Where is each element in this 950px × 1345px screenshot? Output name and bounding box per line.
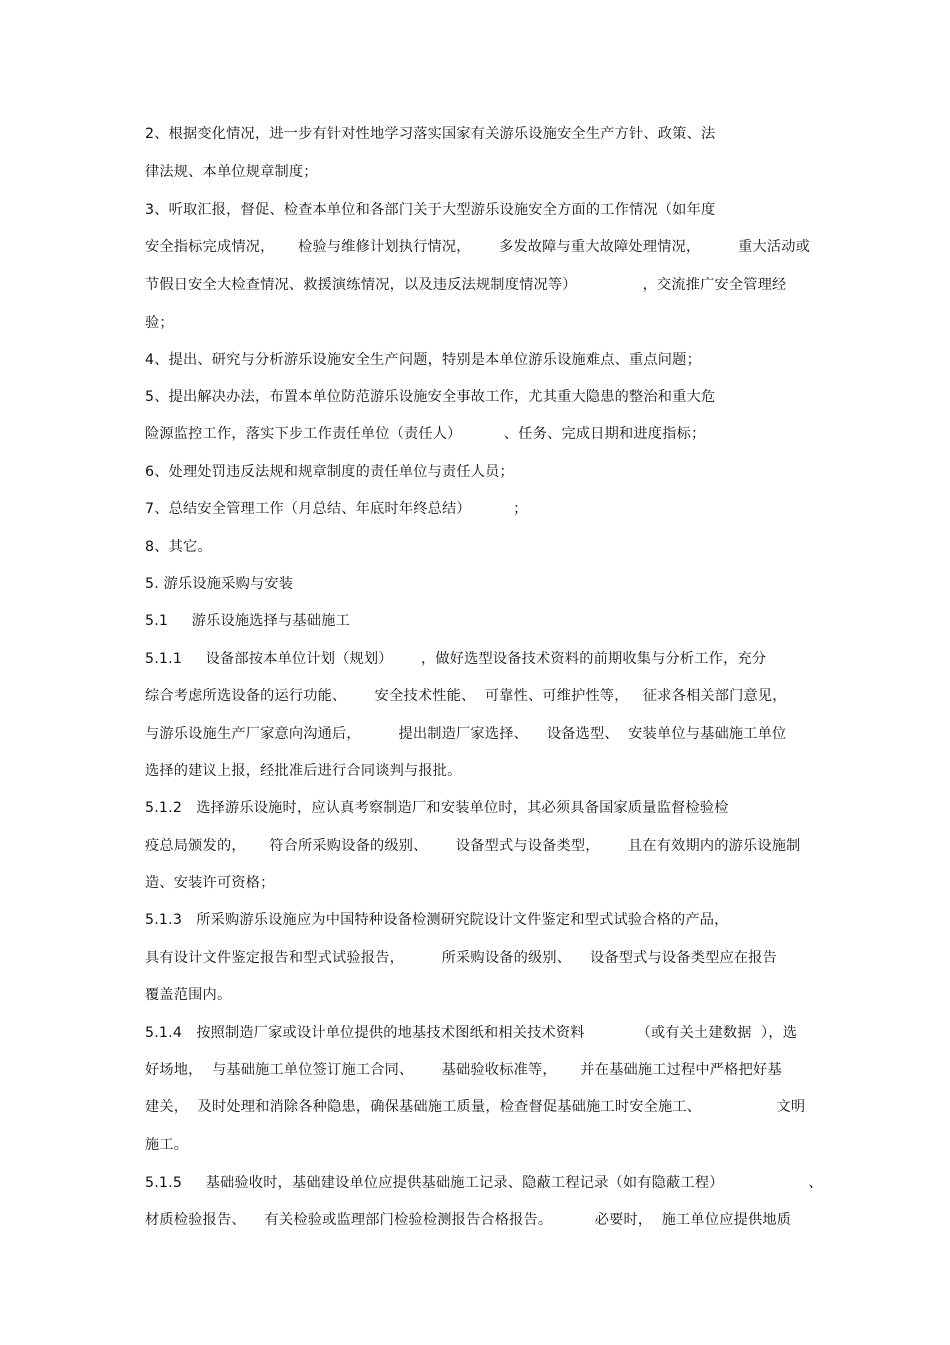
subsection-heading: 5.1 游乐设施选择与基础施工 [145,613,350,629]
section-heading: 5. 游乐设施采购与安装 [145,576,294,592]
text-line: 3、听取汇报，督促、检查本单位和各部门关于大型游乐设施安全方面的工作情况（如年度 [145,202,716,218]
text-line: 选择的建议上报，经批准后进行合同谈判与报批。 [145,763,462,779]
text-line: 6、处理处罚违反法规和规章制度的责任单位与责任人员； [145,464,514,480]
text-line: 5.1.1 设备部按本单位计划（规划） ，做好选型设备技术资料的前期收集与分析工作，充分 [145,651,767,667]
text-line: 造、安装许可资格； [145,875,275,891]
text-line: 覆盖范围内。 [145,987,232,1003]
text-line: 建关， 及时处理和消除各种隐患，确保基础施工质量，检查督促基础施工时安全施工、 文明 [145,1099,806,1115]
text-line: 疫总局颁发的， 符合所采购设备的级别、 设备型式与设备类型， 且在有效期内的游乐设施制 [145,838,801,854]
text-line: 4、提出、研究与分析游乐设施安全生产问题，特别是本单位游乐设施难点、重点问题； [145,352,701,368]
text-line: 险源监控工作，落实下步工作责任单位（责任人） 、任务、完成日期和进度指标； [145,426,706,442]
text-line: 5.1.3 所采购游乐设施应为中国特种设备检测研究院设计文件鉴定和型式试验合格的产品， [145,912,729,928]
text-line: 材质检验报告、 有关检验或监理部门检验检测报告合格报告。 必要时， 施工单位应提供地质 [145,1212,792,1228]
text-line: 与游乐设施生产厂家意向沟通后， 提出制造厂家选择、 设备选型、 安装单位与基础施工单位 [145,726,787,742]
text-line: 综合考虑所选设备的运行功能、 安全技术性能、 可靠性、可维护性等， 征求各相关部门意见， [145,688,787,704]
text-line: 具有设计文件鉴定报告和型式试验报告， 所采购设备的级别、 设备型式与设备类型应在报告 [145,950,778,966]
text-line: 2、根据变化情况，进一步有针对性地学习落实国家有关游乐设施安全生产方针、政策、法 [145,126,716,142]
text-line: 8、其它。 [145,539,212,555]
text-line: 施工。 [145,1137,189,1153]
text-line: 安全指标完成情况， 检验与维修计划执行情况， 多发故障与重大故障处理情况， 重大活动或 [145,239,810,255]
text-line: 验； [145,315,174,331]
text-line: 7、总结安全管理工作（月总结、年底时年终总结） ； [145,501,528,517]
text-line: 5.1.4 按照制造厂家或设计单位提供的地基技术图纸和相关技术资料 （或有关土建数据 ），选 [145,1025,798,1041]
text-line: 5、提出解决办法，布置本单位防范游乐设施安全事故工作，尤其重大隐患的整治和重大危 [145,389,716,405]
text-line: 律法规、本单位规章制度； [145,164,318,180]
text-line: 好场地， 与基础施工单位签订施工合同、 基础验收标准等， 并在基础施工过程中严格把好基 [145,1062,782,1078]
text-line: 5.1.2 选择游乐设施时，应认真考察制造厂和安装单位时，其必须具备国家质量监督检验检 [145,800,729,816]
text-line: 5.1.5 基础验收时，基础建设单位应提供基础施工记录、隐蔽工程记录（如有隐蔽工程） 、 [145,1175,823,1191]
text-line: 节假日安全大检查情况、救援演练情况，以及违反法规制度情况等） ，交流推广安全管理经 [145,277,787,293]
